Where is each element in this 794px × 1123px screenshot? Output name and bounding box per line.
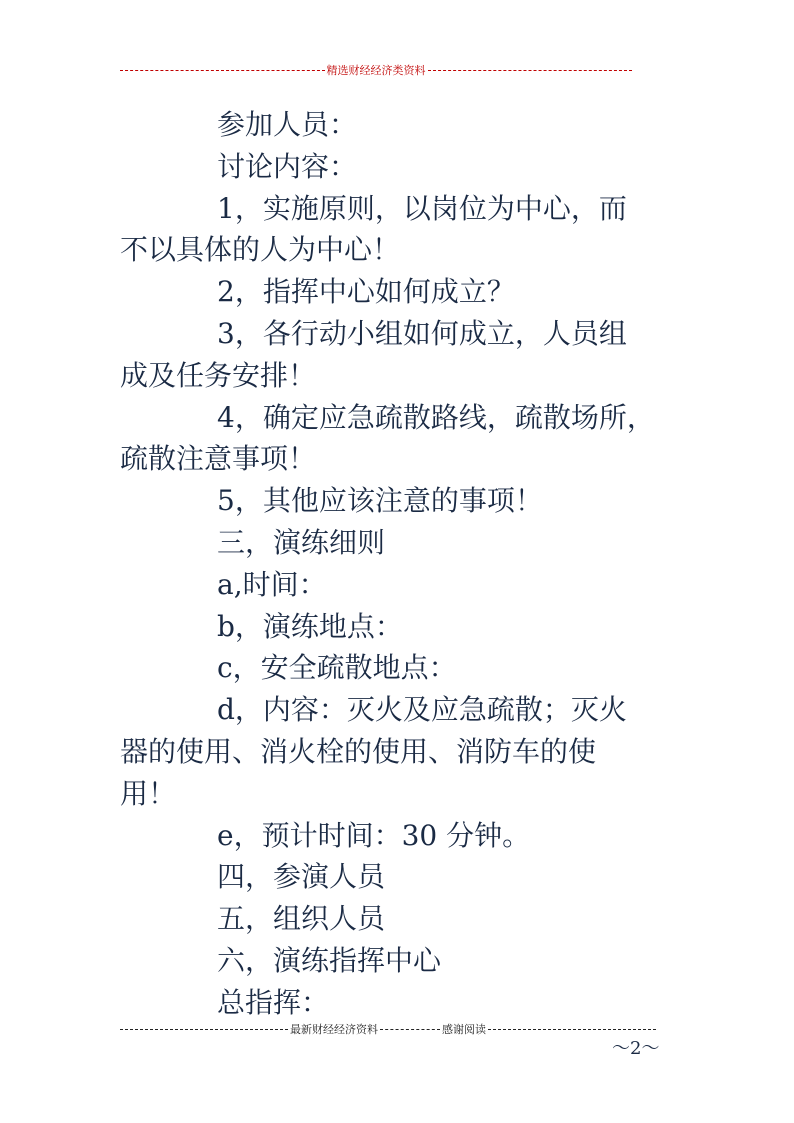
section-heading: 四，参演人员 (217, 860, 386, 894)
text-line: 1，实施原则，以岗位为中心，而 (217, 191, 627, 225)
text-line: 参加人员： (217, 108, 358, 141)
text-line: 成及任务安排！ (120, 358, 317, 392)
text-line: b，演练地点： (217, 609, 403, 643)
text-line: d，内容：灭火及应急疏散；灭火 (217, 693, 627, 727)
text-line: 疏散注意事项！ (120, 442, 317, 476)
footer-rule-1 (120, 1029, 288, 1030)
section-heading: 三，演练细则 (217, 525, 386, 559)
text-line: a,时间： (217, 567, 327, 601)
text-line: 讨论内容： (217, 149, 358, 183)
header-rule-left (120, 70, 325, 71)
text-line: 不以具体的人为中心！ (120, 233, 401, 267)
footer-left-text: 最新财经经济资料 (290, 1023, 378, 1036)
text-line: e，预计时间：30 分钟。 (217, 818, 531, 852)
text-line: 总指挥： (217, 985, 330, 1019)
text-line: 4，确定应急疏散路线，疏散场所， (217, 400, 655, 434)
text-line: 器的使用、消火栓的使用、消防车的使 (120, 734, 597, 768)
page-header (120, 62, 632, 78)
header-text: 精选财经经济类资料 (326, 64, 426, 77)
text-line: 2，指挥中心如何成立？ (217, 275, 515, 309)
page-number: ～2～ (612, 1038, 660, 1059)
footer-right-text: 感谢阅读 (442, 1023, 486, 1036)
section-heading: 六，演练指挥中心 (217, 943, 442, 977)
document-body (120, 104, 676, 1024)
header-rule-right (428, 70, 633, 71)
footer-rule-2 (380, 1029, 440, 1030)
text-line: 3，各行动小组如何成立，人员组 (217, 316, 627, 350)
text-line: 用！ (120, 776, 177, 810)
text-line: 5，其他应该注意的事项！ (217, 484, 543, 518)
page-footer (120, 1021, 656, 1037)
footer-rule-3 (488, 1029, 656, 1030)
section-heading: 五，组织人员 (217, 902, 386, 936)
text-line: c，安全疏散地点： (217, 651, 457, 685)
